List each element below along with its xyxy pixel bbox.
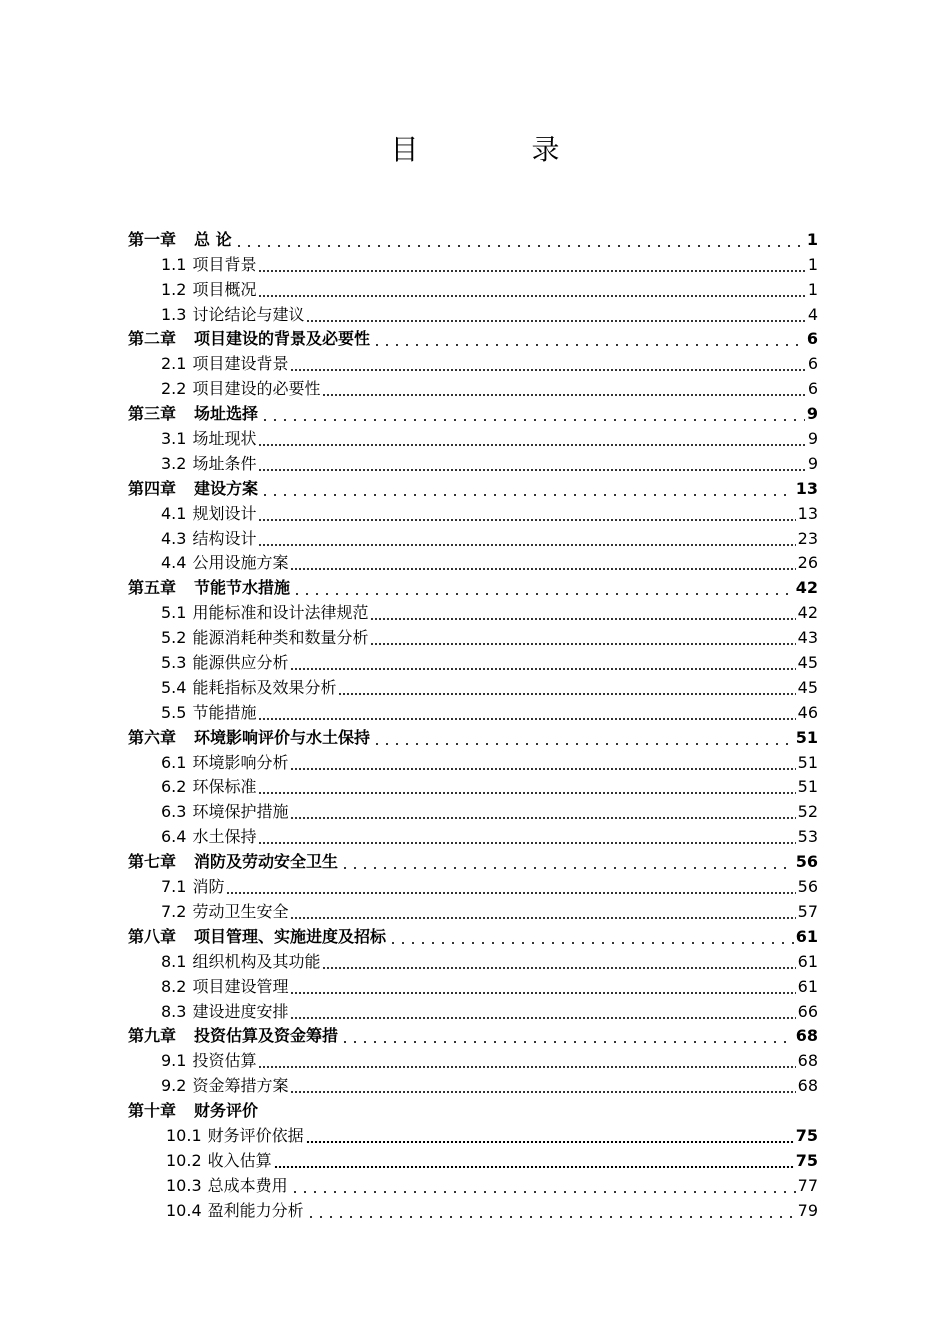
toc-page-number: 26: [797, 553, 818, 573]
toc-chapter-entry[interactable]: [128, 225, 818, 250]
toc-chapter-entry[interactable]: [128, 474, 818, 499]
dot-leader: [258, 778, 795, 794]
toc-section-entry[interactable]: [128, 300, 818, 325]
toc-entry-number: 4.4: [161, 553, 187, 573]
toc-section-entry[interactable]: [128, 349, 818, 374]
dot-leader: [258, 828, 795, 844]
toc-section-entry[interactable]: [128, 673, 818, 698]
toc-section-entry[interactable]: [128, 1196, 818, 1221]
toc-entry-number: 7.2: [161, 901, 187, 921]
dot-leader: [306, 1202, 796, 1218]
dot-leader: [258, 256, 805, 272]
toc-section-entry[interactable]: [128, 499, 818, 524]
toc-entry-number: 3.2: [161, 453, 187, 473]
dot-leader: [274, 1152, 794, 1168]
toc-entry-label: 场址现状: [192, 429, 257, 449]
toc-chapter-entry[interactable]: [128, 573, 818, 598]
dot-leader: [258, 530, 795, 546]
toc-chapter-entry[interactable]: [128, 325, 818, 350]
toc-section-entry[interactable]: [128, 997, 818, 1022]
toc-entry-number: 10.4: [166, 1200, 202, 1220]
toc-entry-number: 第九章: [128, 1026, 177, 1046]
toc-entry-label: 收入估算: [207, 1150, 272, 1170]
dot-leader: [290, 903, 795, 919]
toc-entry-label: 项目管理、实施进度及招标: [194, 926, 387, 946]
dot-leader: [338, 679, 795, 695]
toc-entry-number: 1.3: [161, 304, 187, 324]
toc-section-entry[interactable]: [128, 250, 818, 275]
toc-section-entry[interactable]: [128, 374, 818, 399]
toc-entry-number: 8.3: [161, 1001, 187, 1021]
toc-entry-label: 投资估算: [192, 1051, 257, 1071]
toc-entry-number: 6.4: [161, 827, 187, 847]
toc-page-number: 46: [797, 702, 818, 722]
dot-leader: [306, 306, 805, 322]
toc-entry-number: 第二章: [128, 329, 177, 349]
dot-leader: [258, 455, 805, 471]
toc-entry-label: 讨论结论与建议: [192, 304, 305, 324]
toc-entry-label: 项目建设的背景及必要性: [194, 329, 371, 349]
toc-entry-number: 5.3: [161, 653, 187, 673]
toc-page-number: 68: [795, 1026, 818, 1046]
toc-page-number: 75: [795, 1150, 818, 1170]
dot-leader: [290, 554, 795, 570]
dot-leader: [372, 729, 794, 745]
toc-entry-number: 6.2: [161, 777, 187, 797]
toc-page-number: 75: [795, 1125, 818, 1145]
toc-page-number: 66: [797, 1001, 818, 1021]
toc-entry-number: 2.2: [161, 379, 187, 399]
toc-section-entry[interactable]: [128, 1146, 818, 1171]
toc-section-entry[interactable]: [128, 872, 818, 897]
toc-page-number: 61: [797, 951, 818, 971]
toc-entry-number: 6.1: [161, 752, 187, 772]
toc-entry-label: 财务评价: [194, 1101, 259, 1121]
toc-section-entry[interactable]: [128, 773, 818, 798]
dot-leader: [258, 704, 795, 720]
dot-leader: [322, 953, 795, 969]
toc-section-entry[interactable]: [128, 623, 818, 648]
toc-page-number: 42: [797, 603, 818, 623]
toc-page-number: 6: [806, 329, 818, 349]
dot-leader: [306, 1127, 794, 1143]
toc-entry-number: 5.2: [161, 628, 187, 648]
toc-entry-number: 第一章: [128, 229, 177, 249]
toc-entry-label: 能源消耗种类和数量分析: [192, 628, 369, 648]
toc-page-number: 51: [797, 752, 818, 772]
toc-entry-label: 项目建设管理: [192, 976, 289, 996]
dot-leader: [388, 928, 794, 944]
toc-entry-label: 环境影响分析: [192, 752, 289, 772]
toc-page-number: 1: [806, 229, 818, 249]
toc-section-entry[interactable]: [128, 449, 818, 474]
toc-section-entry[interactable]: [128, 797, 818, 822]
toc-entry-label: 场址条件: [192, 453, 257, 473]
toc-entry-number: 第五章: [128, 578, 177, 598]
toc-section-entry[interactable]: [128, 1171, 818, 1196]
toc-section-entry[interactable]: [128, 947, 818, 972]
toc-entry-label: 项目概况: [192, 279, 257, 299]
dot-leader: [290, 1077, 795, 1093]
toc-page-number: 9: [807, 453, 818, 473]
toc-entry-number: 8.2: [161, 976, 187, 996]
toc-page-number: 51: [795, 727, 818, 747]
toc-entry-number: 第八章: [128, 926, 177, 946]
toc-entry-number: 第七章: [128, 852, 177, 872]
toc-entry-label: 项目背景: [192, 254, 257, 274]
toc-entry-label: 消防: [192, 877, 225, 897]
toc-entry-label: 规划设计: [192, 503, 257, 523]
toc-page-number: 56: [797, 877, 818, 897]
toc-page-number: 42: [795, 578, 818, 598]
dot-leader: [226, 878, 795, 894]
toc-entry-label: 总 论: [194, 229, 232, 249]
toc-page-number: 52: [797, 802, 818, 822]
dot-leader: [258, 281, 805, 297]
toc-entry-number: 10.3: [166, 1175, 202, 1195]
toc-entry-number: 8.1: [161, 951, 187, 971]
dot-leader: [260, 405, 805, 421]
toc-section-entry[interactable]: [128, 822, 818, 847]
toc-entry-number: 5.1: [161, 603, 187, 623]
toc-page-number: 9: [806, 404, 818, 424]
toc-entry-number: 2.1: [161, 354, 187, 374]
toc-section-entry[interactable]: [128, 698, 818, 723]
toc-entry-number: 5.4: [161, 677, 187, 697]
toc-entry-number: 7.1: [161, 877, 187, 897]
toc-section-entry[interactable]: [128, 1046, 818, 1071]
toc-section-entry[interactable]: [128, 1121, 818, 1146]
dot-leader: [372, 330, 805, 346]
dot-leader: [258, 505, 795, 521]
toc-section-entry[interactable]: [128, 897, 818, 922]
dot-leader: [260, 480, 794, 496]
dot-leader: [290, 654, 795, 670]
toc-section-entry[interactable]: [128, 748, 818, 773]
page-title: 目 录: [390, 133, 612, 166]
dot-leader: [322, 380, 805, 396]
toc-entry-label: 节能节水措施: [194, 578, 291, 598]
toc-chapter-entry[interactable]: [128, 399, 818, 424]
toc-entry-label: 组织机构及其功能: [192, 951, 321, 971]
toc-entry-label: 水土保持: [192, 827, 257, 847]
toc-entry-label: 节能措施: [192, 702, 257, 722]
toc-entry-label: 环境保护措施: [192, 802, 289, 822]
dot-leader: [340, 1027, 794, 1043]
toc-section-entry[interactable]: [128, 275, 818, 300]
toc-entry-label: 资金筹措方案: [192, 1076, 289, 1096]
toc-page-number: 6: [807, 354, 818, 374]
toc-section-entry[interactable]: [128, 524, 818, 549]
toc-chapter-entry[interactable]: [128, 723, 818, 748]
toc-page-number: 61: [795, 926, 818, 946]
toc-page-number: 57: [797, 901, 818, 921]
toc-entry-label: 用能标准和设计法律规范: [192, 603, 369, 623]
toc-entry-number: 10.2: [166, 1150, 202, 1170]
dot-leader: [258, 430, 805, 446]
dot-leader: [234, 231, 805, 247]
toc-chapter-entry[interactable]: [128, 1096, 818, 1121]
dot-leader: [258, 1052, 795, 1068]
dot-leader: [370, 604, 795, 620]
toc-page-number: 53: [797, 827, 818, 847]
toc-entry-number: 3.1: [161, 429, 187, 449]
toc-entry-number: 第十章: [128, 1101, 177, 1121]
toc-entry-number: 第六章: [128, 727, 177, 747]
toc-page-number: 43: [797, 628, 818, 648]
toc-page-number: 1: [807, 279, 818, 299]
toc-page-number: 45: [797, 653, 818, 673]
toc-page-number: 45: [797, 677, 818, 697]
toc-entry-label: 总成本费用: [207, 1175, 288, 1195]
toc-page-number: 77: [797, 1175, 818, 1195]
dot-leader: [290, 754, 795, 770]
toc-entry-number: 4.3: [161, 528, 187, 548]
toc-entry-label: 财务评价依据: [207, 1125, 304, 1145]
toc-entry-label: 场址选择: [194, 404, 259, 424]
toc-page-number: 68: [797, 1051, 818, 1071]
toc-section-entry[interactable]: [128, 648, 818, 673]
toc-entry-label: 公用设施方案: [192, 553, 289, 573]
toc-entry-label: 建设进度安排: [192, 1001, 289, 1021]
toc-entry-label: 盈利能力分析: [207, 1200, 304, 1220]
toc-entry-number: 1.1: [161, 254, 187, 274]
dot-leader: [290, 978, 795, 994]
toc-entry-label: 项目建设的必要性: [192, 379, 321, 399]
toc-chapter-entry[interactable]: [128, 922, 818, 947]
dot-leader: [292, 579, 794, 595]
toc-section-entry[interactable]: [128, 549, 818, 574]
dot-leader: [290, 1177, 796, 1193]
dot-leader: [290, 1003, 795, 1019]
toc-page-number: 1: [807, 254, 818, 274]
toc-entry-number: 4.1: [161, 503, 187, 523]
toc-entry-number: 10.1: [166, 1125, 202, 1145]
toc-page-number: 13: [795, 478, 818, 498]
toc-page-number: 13: [797, 503, 818, 523]
dot-leader: [290, 355, 805, 371]
toc-section-entry[interactable]: [128, 1071, 818, 1096]
toc-page-number: 23: [797, 528, 818, 548]
toc-entry-number: 第四章: [128, 478, 177, 498]
toc-entry-label: 劳动卫生安全: [192, 901, 289, 921]
toc-entry-label: 消防及劳动安全卫生: [194, 852, 339, 872]
toc-chapter-entry[interactable]: [128, 1022, 818, 1047]
toc-entry-label: 项目建设背景: [192, 354, 289, 374]
toc-page-number: 79: [797, 1200, 818, 1220]
toc-entry-number: 1.2: [161, 279, 187, 299]
toc-entry-label: 投资估算及资金筹措: [194, 1026, 339, 1046]
toc-entry-label: 能源供应分析: [192, 653, 289, 673]
toc-entry-label: 建设方案: [194, 478, 259, 498]
toc-page-number: 6: [807, 379, 818, 399]
toc-chapter-entry[interactable]: [128, 847, 818, 872]
dot-leader: [370, 629, 795, 645]
toc-entry-number: 5.5: [161, 702, 187, 722]
toc-entry-label: 能耗指标及效果分析: [192, 677, 337, 697]
toc-entry-label: 环境影响评价与水土保持: [194, 727, 371, 747]
toc-entry-number: 9.2: [161, 1076, 187, 1096]
toc-entry-number: 6.3: [161, 802, 187, 822]
toc-section-entry[interactable]: [128, 424, 818, 449]
dot-leader: [340, 853, 794, 869]
toc-page-number: 9: [807, 429, 818, 449]
toc-entry-number: 9.1: [161, 1051, 187, 1071]
toc-entry-label: 环保标准: [192, 777, 257, 797]
toc-section-entry[interactable]: [128, 598, 818, 623]
toc-page-number: 56: [795, 852, 818, 872]
toc-entry-label: 结构设计: [192, 528, 257, 548]
toc-page-number: 61: [797, 976, 818, 996]
table-of-contents: [128, 225, 818, 1221]
dot-leader: [290, 803, 795, 819]
toc-page-number: 4: [807, 304, 818, 324]
toc-page-number: 51: [797, 777, 818, 797]
toc-entry-number: 第三章: [128, 404, 177, 424]
toc-page-number: 68: [797, 1076, 818, 1096]
toc-section-entry[interactable]: [128, 972, 818, 997]
